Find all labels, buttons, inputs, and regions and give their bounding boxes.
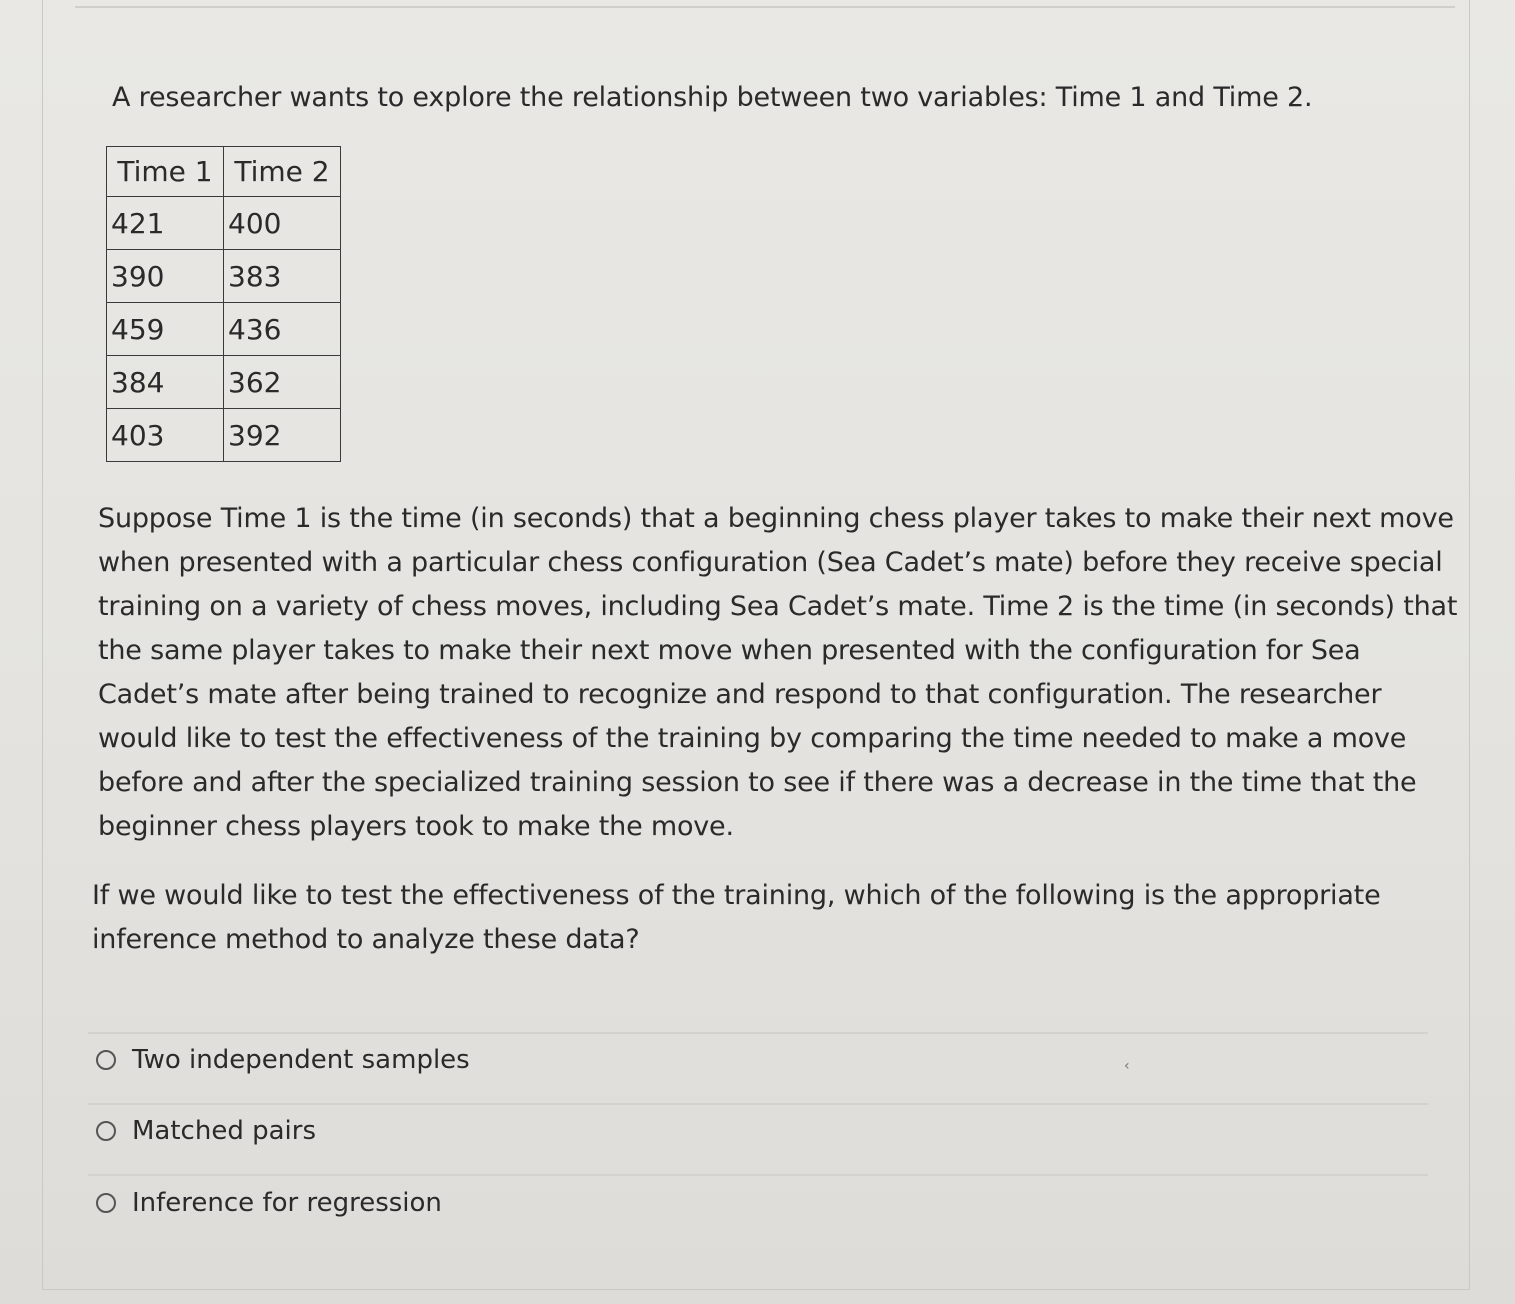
table-row: [107, 250, 341, 303]
question-line: inference method to analyze these data?: [92, 924, 640, 955]
cell-time-1: 421: [107, 197, 224, 250]
question-line: If we would like to test the effectiveness of the training, which of the following is the appropriate: [92, 880, 1381, 911]
radio-button[interactable]: [96, 1121, 116, 1141]
option-divider: [88, 1032, 1428, 1034]
table-header-row: [107, 147, 341, 197]
option-matched-pairs[interactable]: [96, 1116, 316, 1146]
paragraph-line: beginner chess players took to make the move.: [98, 811, 734, 842]
intro-text: A researcher wants to explore the relationship between two variables: Time 1 and Time 2.: [112, 82, 1313, 113]
option-label: Inference for regression: [132, 1188, 442, 1218]
cell-time-1: 384: [107, 356, 224, 409]
header-time-1: Time 1: [107, 147, 224, 197]
option-inference-for-regression[interactable]: [96, 1188, 442, 1218]
cell-time-1: 403: [107, 409, 224, 462]
table-row: [107, 409, 341, 462]
option-two-independent-samples[interactable]: [96, 1045, 470, 1075]
cell-time-1: 459: [107, 303, 224, 356]
cell-time-2: 383: [224, 250, 341, 303]
option-divider: [88, 1174, 1428, 1176]
cell-time-1: 390: [107, 250, 224, 303]
option-label: Matched pairs: [132, 1116, 316, 1146]
data-table: [106, 146, 341, 462]
cell-time-2: 436: [224, 303, 341, 356]
paragraph-line: the same player takes to make their next move when presented with the configuration for Sea: [98, 635, 1361, 666]
paragraph-line: before and after the specialized training session to see if there was a decrease in the time that the: [98, 767, 1417, 798]
cell-time-2: 362: [224, 356, 341, 409]
radio-button[interactable]: [96, 1050, 116, 1070]
paragraph-line: when presented with a particular chess configuration (Sea Cadet’s mate) before they receive special: [98, 547, 1443, 578]
paragraph-line: Suppose Time 1 is the time (in seconds) that a beginning chess player takes to make their next move: [98, 503, 1454, 534]
table-row: [107, 303, 341, 356]
cursor-mark: ‹: [1124, 1058, 1130, 1074]
cell-time-2: 400: [224, 197, 341, 250]
question-prompt: [92, 874, 1432, 962]
paragraph-line: training on a variety of chess moves, including Sea Cadet’s mate. Time 2 is the time (in seconds) that: [98, 591, 1458, 622]
table-row: [107, 197, 341, 250]
header-time-2: Time 2: [224, 147, 341, 197]
option-label: Two independent samples: [132, 1045, 470, 1075]
scenario-paragraph: [98, 497, 1458, 849]
paragraph-line: would like to test the effectiveness of the training by comparing the time needed to make a move: [98, 723, 1407, 754]
option-divider: [88, 1103, 1428, 1105]
radio-button[interactable]: [96, 1193, 116, 1213]
table-row: [107, 356, 341, 409]
paragraph-line: Cadet’s mate after being trained to recognize and respond to that configuration. The researcher: [98, 679, 1382, 710]
cell-time-2: 392: [224, 409, 341, 462]
